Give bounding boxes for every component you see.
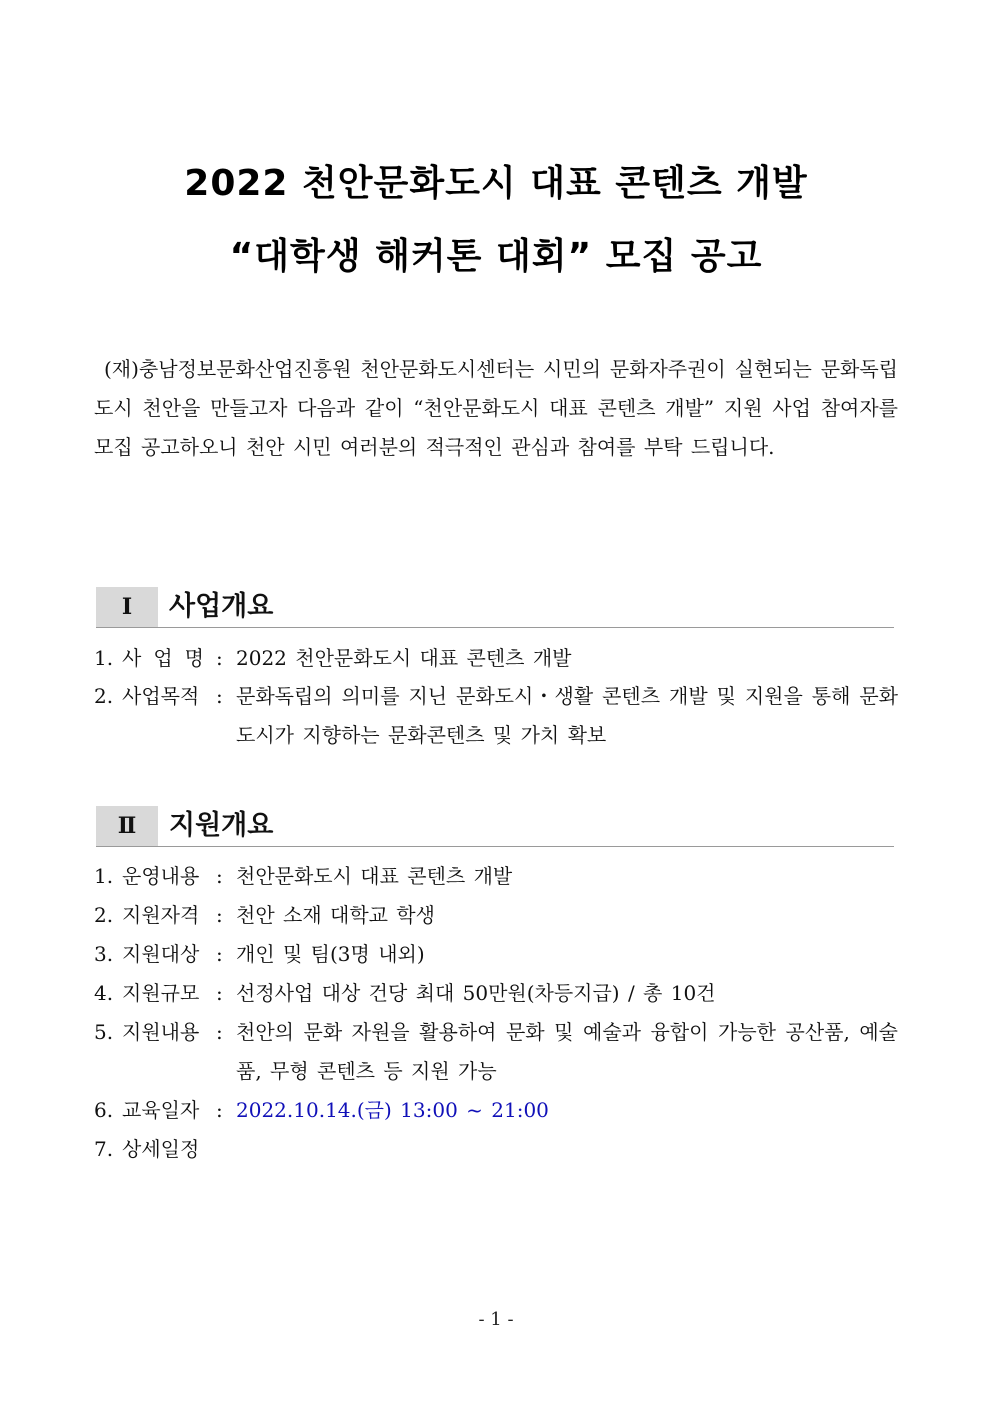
document-title-line-1: 2022 천안문화도시 대표 콘텐츠 개발	[184, 163, 808, 204]
item-colon: :	[216, 942, 223, 966]
item-value: 천안 소재 대학교 학생	[236, 903, 435, 927]
item-number: 7.	[94, 1137, 114, 1161]
item-number: 3.	[94, 942, 114, 966]
section-1-number: Ⅰ	[96, 587, 158, 627]
item-number: 2.	[94, 903, 114, 927]
item-number: 1.	[94, 864, 114, 888]
item-colon: :	[216, 1098, 223, 1122]
item-value: 선정사업 대상 건당 최대 50만원(차등지급) / 총 10건	[236, 981, 716, 1005]
item-label: 지원내용	[122, 1020, 200, 1044]
intro-paragraph	[94, 350, 898, 467]
item-colon: :	[216, 684, 223, 708]
item-number: 4.	[94, 981, 114, 1005]
item-value: 천안의 문화 자원을 활용하여 문화 및 예술과 융합이 가능한 공산품, 예술품, 무형 콘텐츠 등 지원 가능	[236, 1020, 898, 1083]
item-colon: :	[216, 903, 223, 927]
section-1-header	[96, 587, 894, 628]
section-2-title: 지원개요	[169, 810, 274, 841]
item-value: 2022 천안문화도시 대표 콘텐츠 개발	[236, 646, 572, 670]
item-colon: :	[216, 864, 223, 888]
item-label: 사업명	[122, 646, 216, 670]
section-2-header	[96, 806, 894, 847]
item-label: 지원대상	[122, 942, 200, 966]
item-label: 지원규모	[122, 981, 200, 1005]
item-number: 1.	[94, 646, 114, 670]
section-2-number: Ⅱ	[96, 806, 158, 846]
item-number: 2.	[94, 684, 114, 708]
item-value: 문화독립의 의미를 지닌 문화도시・생활 콘텐츠 개발 및 지원을 통해 문화도시가 지향하는 문화콘텐츠 및 가치 확보	[236, 684, 898, 747]
item-number: 5.	[94, 1020, 114, 1044]
item-colon: :	[216, 1020, 223, 1044]
item-label: 상세일정	[122, 1137, 200, 1161]
item-number: 6.	[94, 1098, 114, 1122]
item-value: 개인 및 팀(3명 내외)	[236, 942, 425, 966]
intro-text: (재)충남정보문화산업진흥원 천안문화도시센터는 시민의 문화자주권이 실현되는 문화독립도시 천안을 만들고자 다음과 같이 “천안문화도시 대표 콘텐츠 개발” 지원 사업 참여자를 모집 공고하오니 천안 시민 여러분의 적극적인 관심과 참여를 부탁 드립니다.	[94, 357, 898, 459]
page-number: - 1 -	[478, 1309, 514, 1330]
section-1-title: 사업개요	[169, 591, 274, 622]
item-colon: :	[216, 981, 223, 1005]
item-label: 사업목적	[122, 684, 200, 708]
item-label: 운영내용	[122, 864, 200, 888]
item-colon: :	[216, 646, 223, 670]
education-date-value: 2022.10.14.(금) 13:00 ~ 21:00	[236, 1098, 549, 1122]
item-value: 천안문화도시 대표 콘텐츠 개발	[236, 864, 513, 888]
item-label: 교육일자	[122, 1098, 200, 1122]
document-title-line-2: “대학생 해커톤 대회” 모집 공고	[229, 236, 763, 277]
item-label: 지원자격	[122, 903, 200, 927]
